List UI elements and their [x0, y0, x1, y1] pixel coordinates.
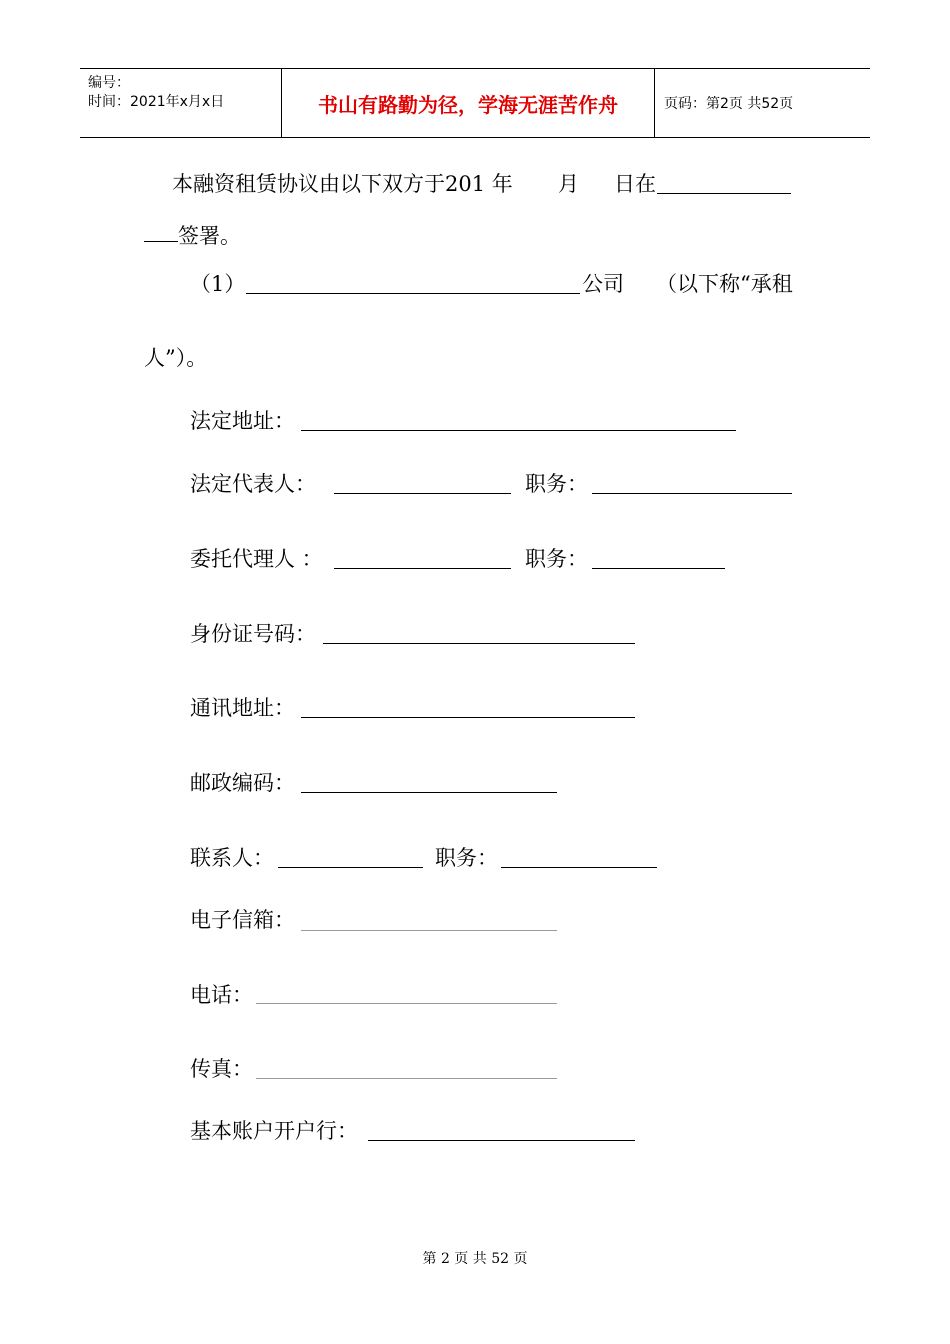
header-motto: 书山有路勤为径，学海无涯苦作舟	[318, 92, 618, 117]
position1-label: 职务：	[525, 472, 588, 496]
postal-code-label: 邮政编码：	[190, 771, 295, 795]
party1-alias: （以下称“承租	[656, 272, 793, 296]
intro-text	[172, 174, 513, 195]
legal-address-label: 法定地址：	[190, 409, 295, 433]
id-number-blank[interactable]	[323, 643, 635, 644]
mail-address-blank[interactable]	[301, 717, 635, 718]
email-blank[interactable]	[301, 930, 557, 931]
intro-day: 日在	[614, 172, 656, 196]
legal-rep-label: 法定代表人：	[190, 472, 316, 496]
position2-blank[interactable]	[592, 568, 725, 569]
legal-rep-blank[interactable]	[334, 493, 511, 494]
phone-label: 电话：	[190, 983, 253, 1007]
page-info: 页码：第2页 共52页	[664, 96, 794, 112]
time-label: 时间：2021年x月x日	[88, 94, 225, 110]
bank-label: 基本账户开户行：	[190, 1119, 358, 1143]
bank-blank[interactable]	[368, 1140, 635, 1141]
phone-blank[interactable]	[256, 1003, 557, 1004]
header-divider	[654, 69, 655, 137]
party1-prefix: （1）	[190, 272, 246, 296]
fax-blank[interactable]	[256, 1078, 557, 1079]
id-number-label: 身份证号码：	[190, 622, 316, 646]
intro-sign-text: 签署。	[178, 224, 241, 248]
page-header	[80, 68, 870, 138]
place-blank[interactable]	[657, 193, 791, 194]
legal-address-blank[interactable]	[301, 430, 736, 431]
place-blank-cont[interactable]	[144, 241, 178, 242]
company-name-blank[interactable]	[246, 293, 580, 294]
contact-blank[interactable]	[278, 867, 423, 868]
position1-blank[interactable]	[592, 493, 792, 494]
contact-label: 联系人：	[190, 846, 274, 870]
page-footer: 第 2 页 共 52 页	[422, 1251, 528, 1267]
position3-label: 职务：	[435, 846, 498, 870]
intro-date-text: 本融资租赁协议由以下双方于201 年	[172, 172, 513, 196]
fax-label: 传真：	[190, 1057, 253, 1081]
position2-label: 职务：	[525, 547, 588, 571]
mail-address-label: 通讯地址：	[190, 696, 295, 720]
agent-label: 委托代理人 ：	[190, 547, 323, 571]
party1-company: 公司	[582, 272, 624, 296]
postal-code-blank[interactable]	[301, 792, 557, 793]
party1-alias-end: 人”）。	[144, 346, 208, 370]
agent-blank[interactable]	[334, 568, 511, 569]
number-label: 编号：	[88, 75, 130, 91]
header-meta	[80, 69, 280, 137]
position3-blank[interactable]	[501, 867, 657, 868]
intro-month: 月	[558, 172, 579, 196]
email-label: 电子信箱：	[190, 908, 295, 932]
